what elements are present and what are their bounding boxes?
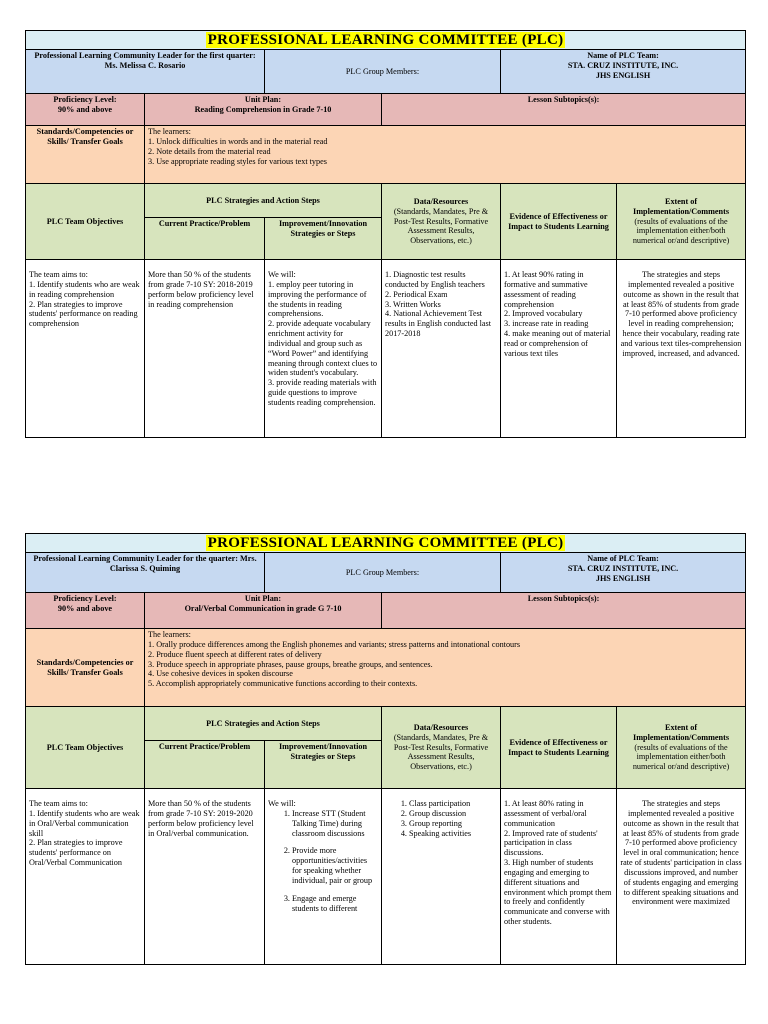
objectives-line: 2. Plan strategies to improve students' performance on Oral/Verbal Communication [29, 838, 123, 868]
plc-title: PROFESSIONAL LEARNING COMMITTEE (PLC) [26, 534, 746, 553]
data-line: 4. National Achievement Test results in English conducted last 2017-2018 [385, 309, 491, 339]
unit-plan-label: Unit Plan: [244, 594, 282, 603]
data-line: 3. Written Works [385, 299, 441, 309]
current-practice-content: More than 50 % of the students from grade 7-10 SY: 2018-2019 perform below proficiency level in reading comprehension [145, 260, 265, 438]
data-resources-desc: (Standards, Mandates, Pre & Post-Test Results, Formative Assessment Results, Observations, etc.) [393, 732, 489, 772]
objectives-line: The team aims to: [29, 799, 88, 808]
standards-content [145, 629, 746, 707]
lesson-subtopics-cell: Lesson Subtopics(s): [382, 94, 746, 126]
standards-line: 4. Use cohesive devices in spoken discourse [148, 669, 293, 679]
strategies-header: PLC Strategies and Action Steps [145, 184, 382, 218]
improvement-item: 2. Provide more opportunities/activities for speaking whether individual, pair or group [292, 846, 378, 885]
standards-line: 2. Note details from the material read [148, 146, 271, 156]
standards-line: 3. Use appropriate reading styles for various text types [148, 156, 327, 166]
improvement-list [268, 809, 378, 914]
improvement-item: 1. Increase STT (Student Talking Time) during classroom discussions [292, 809, 378, 839]
data-resources-content [382, 260, 501, 438]
objectives-line: The team aims to: [29, 270, 88, 279]
objectives-content [26, 789, 145, 965]
extent-content: The strategies and steps implemented revealed a positive outcome as shown in the result that at least 85% of students from grade 7-10 performed above proficiency level in oral communication; hence rate of students' participation in class discussions improved, and number of students engaging and emerging to different speaking situations and environment were maximized [617, 789, 746, 965]
evidence-line: 3. High number of students engaging and emerging to different situations and environment which prompt them to freely and confidently communicate and converse with other students. [504, 858, 612, 927]
unit-plan-label: Unit Plan: [244, 95, 282, 104]
extent-desc: (results of evaluations of the implementation either/both numerical or/and descriptive) [632, 742, 730, 772]
evidence-line: 3. increase rate in reading [504, 319, 589, 329]
team-name-label: Name of PLC Team: [587, 51, 659, 60]
extent-content: The strategies and steps implemented revealed a positive outcome as shown in the result that at least 85% of students from grade 7-10 performed above proficiency level in reading comprehension; hence their vocabulary, reading rate and various text tiles-comprehension improved, increased, and advanced. [617, 260, 746, 438]
evidence-line: 1. At least 80% rating in assessment of verbal/oral communication [504, 799, 587, 828]
standards-line: The learners: [148, 127, 191, 136]
unit-plan-cell [145, 94, 382, 126]
team-name-label: Name of PLC Team: [587, 554, 659, 563]
team-name-line1: STA. CRUZ INSTITUTE, INC. [567, 60, 679, 70]
evidence-content [501, 260, 617, 438]
proficiency-label: Proficiency Level: [53, 594, 117, 603]
improvement-header: Improvement/Innovation Strategies or Steps [265, 741, 382, 789]
team-name-line2: JHS ENGLISH [595, 70, 651, 80]
data-item: 3. Group reporting [409, 819, 497, 829]
plc-table-1 [25, 30, 746, 438]
standards-line: The learners: [148, 630, 191, 639]
data-resources-desc: (Standards, Mandates, Pre & Post-Test Results, Formative Assessment Results, Observations, etc.) [393, 206, 489, 246]
current-practice-header: Current Practice/Problem [145, 741, 265, 789]
data-line: 2. Periodical Exam [385, 289, 448, 299]
group-members-cell: PLC Group Members: [265, 553, 501, 593]
strategies-header: PLC Strategies and Action Steps [145, 707, 382, 741]
objectives-header: PLC Team Objectives [26, 707, 145, 789]
unit-plan-value: Oral/Verbal Communication in grade G 7-10 [184, 603, 342, 613]
extent-header [617, 184, 746, 260]
unit-plan-cell [145, 593, 382, 629]
objectives-line: 1. Identify students who are weak in Oral/Verbal communication skill [29, 808, 140, 838]
standards-line: 1. Unlock difficulties in words and in the material read [148, 136, 328, 146]
data-resources-header [382, 707, 501, 789]
evidence-header: Evidence of Effectiveness or Impact to Students Learning [501, 184, 617, 260]
improvement-line: We will: [268, 270, 296, 279]
data-resources-header [382, 184, 501, 260]
improvement-line: 2. provide adequate vocabulary enrichment activity for individual and group such as “Word Power” and identifying meaning through context clues to widen student's vocabulary. [268, 319, 378, 378]
improvement-header: Improvement/Innovation Strategies or Steps [265, 218, 382, 260]
extent-desc: (results of evaluations of the implementation either/both numerical or/and descriptive) [632, 216, 730, 246]
extent-header [617, 707, 746, 789]
improvement-item: 3. Engage and emerge students to different [292, 894, 378, 914]
objectives-line: 2. Plan strategies to improve students' performance on reading comprehension [29, 299, 138, 329]
proficiency-value: 90% and above [57, 104, 113, 114]
data-item: 4. Speaking activities [409, 829, 497, 839]
proficiency-cell [26, 593, 145, 629]
objectives-content [26, 260, 145, 438]
standards-line: 1. Orally produce differences among the English phonemes and variants; stress patterns and intonational contours [148, 639, 521, 649]
data-item: 1. Class participation [409, 799, 497, 809]
evidence-content [501, 789, 617, 965]
data-item: 2. Group discussion [409, 809, 497, 819]
standards-label: Standards/Competencies or Skills/ Transfer Goals [26, 126, 145, 184]
team-name-line2: JHS ENGLISH [595, 573, 651, 583]
group-members-cell: PLC Group Members: [265, 50, 501, 94]
leader-cell: Professional Learning Community Leader for the first quarter: Ms. Melissa C. Rosario [26, 50, 265, 94]
team-name-cell [501, 553, 746, 593]
standards-line: 2. Produce fluent speech at different rates of delivery [148, 649, 322, 659]
evidence-line: 2. Improved rate of students' participation in class discussions. [504, 828, 598, 858]
improvement-content [265, 260, 382, 438]
improvement-intro: We will: [268, 799, 296, 808]
data-list [385, 799, 497, 838]
proficiency-cell [26, 94, 145, 126]
standards-line: 3. Produce speech in appropriate phrases, pause groups, breathe groups, and sentences. [148, 659, 433, 669]
team-name-line1: STA. CRUZ INSTITUTE, INC. [567, 563, 679, 573]
objectives-line: 1. Identify students who are weak in reading comprehension [29, 279, 140, 299]
extent-title: Extent of Implementation/Comments [633, 196, 730, 216]
evidence-header: Evidence of Effectiveness or Impact to Students Learning [501, 707, 617, 789]
improvement-line: 1. employ peer tutoring in improving the performance of the students in reading comprehensions. [268, 279, 367, 319]
standards-line: 5. Accomplish appropriately communicative functions according to their contexts. [148, 679, 418, 689]
standards-label: Standards/Competencies or Skills/ Transfer Goals [26, 629, 145, 707]
objectives-header: PLC Team Objectives [26, 184, 145, 260]
unit-plan-value: Reading Comprehension in Grade 7-10 [194, 104, 332, 114]
team-name-cell [501, 50, 746, 94]
data-resources-title: Data/Resources [413, 196, 469, 206]
extent-title: Extent of Implementation/Comments [633, 722, 730, 742]
leader-cell: Professional Learning Community Leader for the quarter: Mrs. Clarissa S. Quiming [26, 553, 265, 593]
data-line: 1. Diagnostic test results conducted by English teachers [385, 270, 485, 289]
proficiency-label: Proficiency Level: [53, 95, 117, 104]
current-practice-header: Current Practice/Problem [145, 218, 265, 260]
improvement-content [265, 789, 382, 965]
evidence-line: 2. Improved vocabulary [504, 309, 583, 319]
data-resources-content [382, 789, 501, 965]
evidence-line: 1. At least 90% rating in formative and summative assessment of reading comprehension [504, 270, 588, 309]
lesson-subtopics-cell: Lesson Subtopics(s): [382, 593, 746, 629]
plc-title: PROFESSIONAL LEARNING COMMITTEE (PLC) [26, 31, 746, 50]
data-resources-title: Data/Resources [413, 722, 469, 732]
improvement-line: 3. provide reading materials with guide questions to improve students reading comprehension. [268, 378, 377, 407]
evidence-line: 4. make meaning out of material read or comprehension of various text tiles [504, 329, 611, 358]
plc-table-2 [25, 533, 746, 965]
standards-content [145, 126, 746, 184]
current-practice-content: More than 50 % of the students from grade 7-10 SY: 2019-2020 perform below proficiency level in Oral/verbal communication. [145, 789, 265, 965]
proficiency-value: 90% and above [57, 603, 113, 613]
